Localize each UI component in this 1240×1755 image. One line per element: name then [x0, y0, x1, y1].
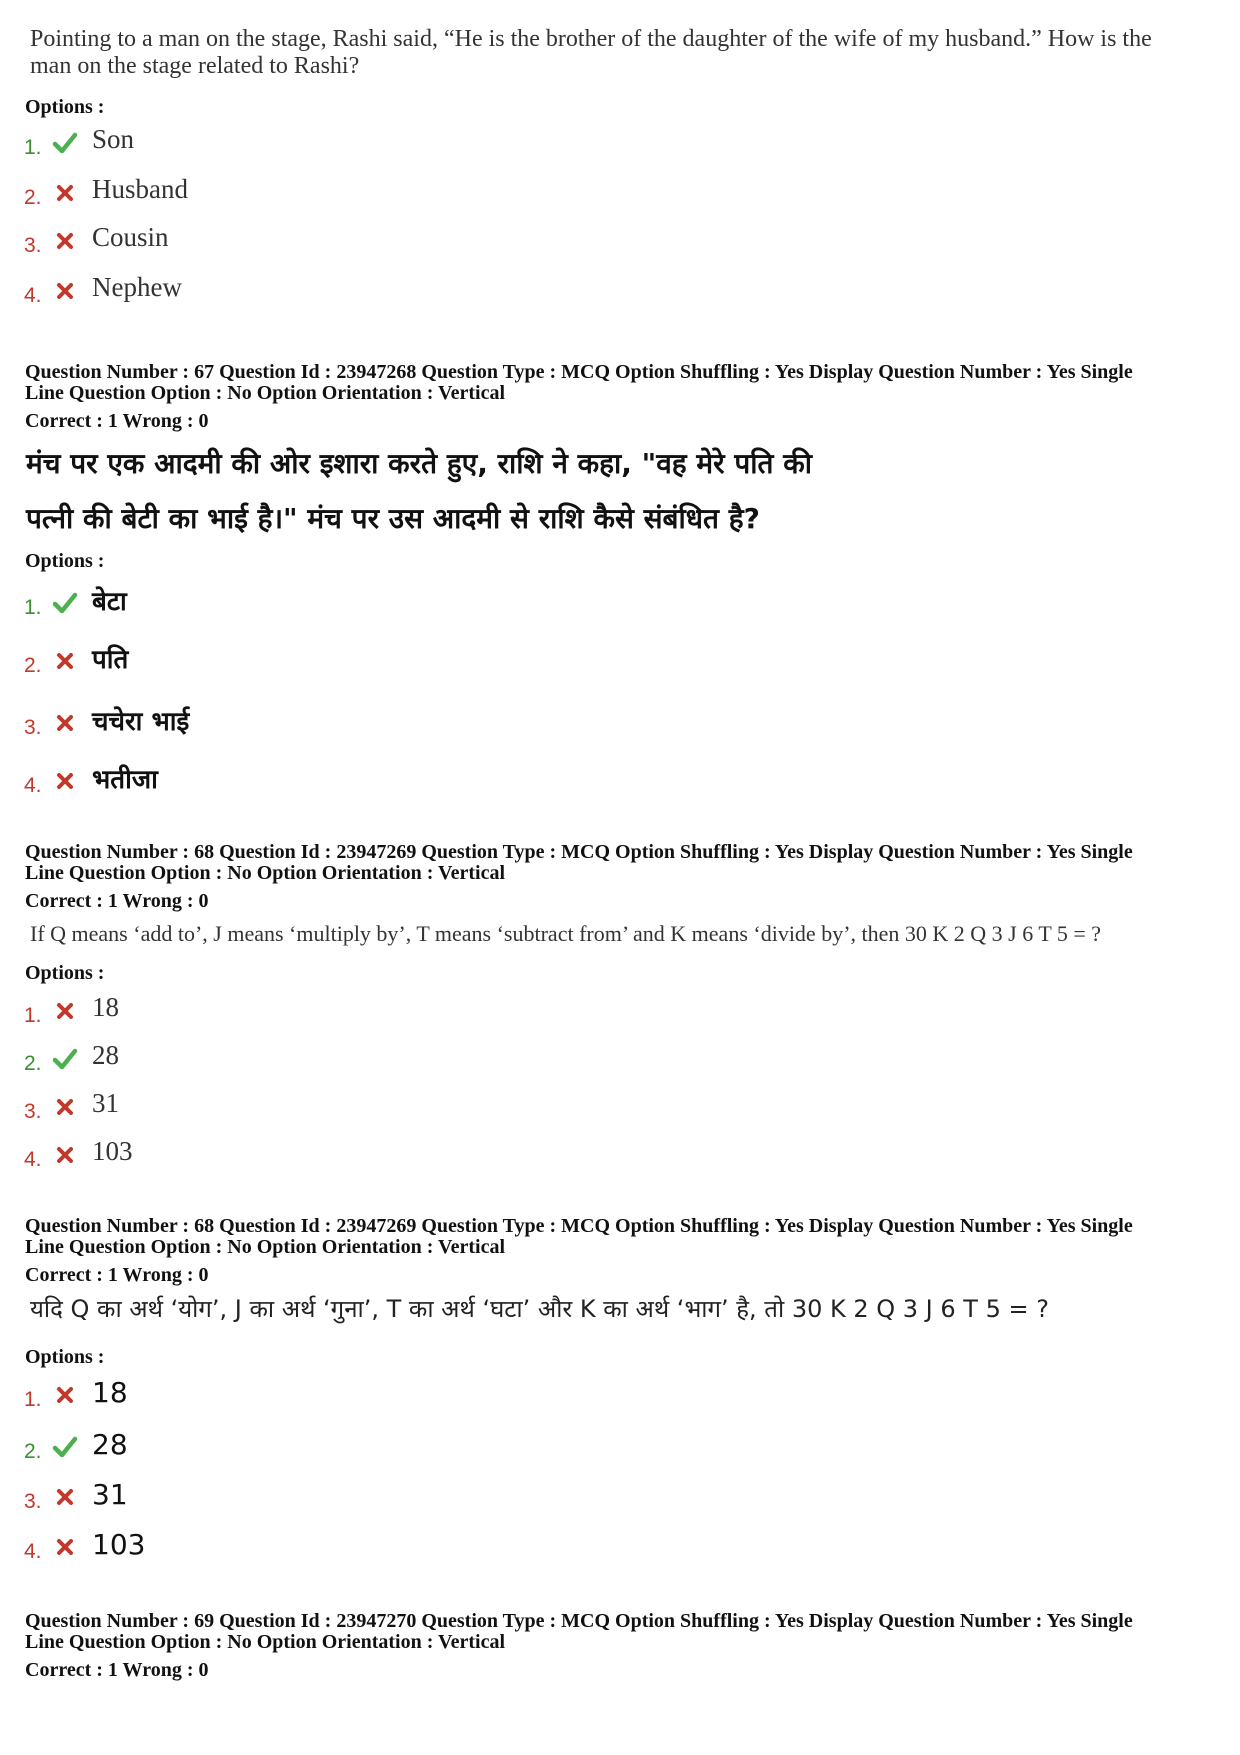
- option-item: [24, 124, 624, 164]
- correct-wrong-marks: Correct : 1 Wrong : 0: [25, 1659, 209, 1681]
- option-number: 2.: [24, 1440, 42, 1463]
- cross-icon: [52, 1142, 78, 1168]
- question-text-line: Pointing to a man on the stage, Rashi said, “He is the brother of the daughter of the wife of my husband.” How is the: [30, 26, 1152, 52]
- cross-icon: [52, 648, 78, 674]
- option-label: Nephew: [92, 272, 182, 302]
- option-item: [24, 272, 624, 312]
- option-label: Cousin: [92, 222, 169, 252]
- options-label: Options :: [25, 962, 105, 984]
- option-item: [24, 1136, 624, 1176]
- cross-icon: [52, 1094, 78, 1120]
- option-number: 4.: [24, 774, 42, 797]
- question-text-line: man on the stage related to Rashi?: [30, 53, 360, 79]
- option-label: 18: [92, 1376, 128, 1409]
- question-text: [30, 26, 1220, 80]
- question-header-line: Question Number : 67 Question Id : 23947268 Question Type : MCQ Option Shuffling : Yes Display Question Number : Yes Single: [25, 361, 1133, 383]
- option-label: 28: [92, 1428, 128, 1461]
- option-item: [24, 992, 624, 1032]
- correct-wrong-marks: Correct : 1 Wrong : 0: [25, 1264, 209, 1286]
- correct-wrong-marks: Correct : 1 Wrong : 0: [25, 890, 209, 912]
- option-label: चचेरा भाई: [92, 707, 190, 737]
- question-header-line: Line Question Option : No Option Orientation : Vertical: [25, 1236, 506, 1258]
- option-item: [24, 1376, 624, 1416]
- option-number: 2.: [24, 654, 42, 677]
- option-number: 4.: [24, 1148, 42, 1171]
- options-label: Options :: [25, 550, 105, 572]
- option-item: [24, 642, 624, 682]
- option-number: 4.: [24, 284, 42, 307]
- check-icon: [52, 1434, 78, 1460]
- question-header-line: Question Number : 69 Question Id : 23947270 Question Type : MCQ Option Shuffling : Yes Display Question Number : Yes Single: [25, 1610, 1133, 1632]
- option-label: 31: [92, 1088, 119, 1118]
- option-number: 2.: [24, 186, 42, 209]
- option-number: 2.: [24, 1052, 42, 1075]
- question-header: [25, 1611, 1225, 1653]
- option-number: 3.: [24, 1490, 42, 1513]
- cross-icon: [52, 228, 78, 254]
- option-number: 1.: [24, 1388, 42, 1411]
- option-label: बेटा: [92, 587, 127, 617]
- option-number: 3.: [24, 716, 42, 739]
- check-icon: [52, 590, 78, 616]
- option-item: [24, 1528, 624, 1568]
- option-number: 4.: [24, 1540, 42, 1563]
- question-header: [25, 362, 1225, 404]
- option-item: [24, 584, 624, 624]
- option-item: [24, 1040, 624, 1080]
- check-icon: [52, 130, 78, 156]
- question-header: [25, 842, 1225, 884]
- option-number: 1.: [24, 136, 42, 159]
- options-label: Options :: [25, 1346, 105, 1368]
- question-text: If Q means ‘add to’, J means ‘multiply by’, T means ‘subtract from’ and K means ‘divide by’, then 30 K 2 Q 3 J 6 T 5 = ?: [30, 921, 1102, 946]
- question-text: यदि Q का अर्थ ‘योग’, J का अर्थ ‘गुना’, T का अर्थ ‘घटा’ और K का अर्थ ‘भाग’ है, तो 30 K 2 Q 3 J 6 T 5 = ?: [30, 1295, 1049, 1323]
- option-item: [24, 704, 624, 744]
- option-number: 1.: [24, 1004, 42, 1027]
- option-item: [24, 1428, 624, 1468]
- option-label: 28: [92, 1040, 119, 1070]
- option-item: [24, 1478, 624, 1518]
- option-item: [24, 1088, 624, 1128]
- question-text-line: पत्नी की बेटी का भाई है।" मंच पर उस आदमी से राशि कैसे संबंधित है?: [26, 502, 760, 535]
- cross-icon: [52, 1534, 78, 1560]
- cross-icon: [52, 1382, 78, 1408]
- cross-icon: [52, 1484, 78, 1510]
- cross-icon: [52, 998, 78, 1024]
- option-label: भतीजा: [92, 765, 158, 795]
- option-label: Son: [92, 124, 135, 154]
- cross-icon: [52, 180, 78, 206]
- option-item: [24, 222, 624, 262]
- correct-wrong-marks: Correct : 1 Wrong : 0: [25, 410, 209, 432]
- option-label: पति: [92, 645, 129, 675]
- option-number: 3.: [24, 234, 42, 257]
- question-text-line: मंच पर एक आदमी की ओर इशारा करते हुए, राशि ने कहा, "वह मेरे पति की: [26, 447, 812, 480]
- option-item: [24, 762, 624, 802]
- option-label: 31: [92, 1478, 128, 1511]
- option-item: [24, 174, 624, 214]
- cross-icon: [52, 278, 78, 304]
- question-header-line: Line Question Option : No Option Orientation : Vertical: [25, 382, 506, 404]
- question-header-line: Line Question Option : No Option Orientation : Vertical: [25, 862, 506, 884]
- option-label: 103: [92, 1528, 146, 1561]
- question-text: [26, 436, 1216, 546]
- option-number: 3.: [24, 1100, 42, 1123]
- question-header-line: Line Question Option : No Option Orientation : Vertical: [25, 1631, 506, 1653]
- option-number: 1.: [24, 596, 42, 619]
- option-label: 18: [92, 992, 119, 1022]
- question-header-line: Question Number : 68 Question Id : 23947269 Question Type : MCQ Option Shuffling : Yes Display Question Number : Yes Single: [25, 841, 1133, 863]
- cross-icon: [52, 710, 78, 736]
- cross-icon: [52, 768, 78, 794]
- question-header: [25, 1216, 1225, 1258]
- check-icon: [52, 1046, 78, 1072]
- option-label: 103: [92, 1136, 133, 1166]
- options-label: Options :: [25, 96, 105, 118]
- question-header-line: Question Number : 68 Question Id : 23947269 Question Type : MCQ Option Shuffling : Yes Display Question Number : Yes Single: [25, 1215, 1133, 1237]
- option-label: Husband: [92, 174, 188, 204]
